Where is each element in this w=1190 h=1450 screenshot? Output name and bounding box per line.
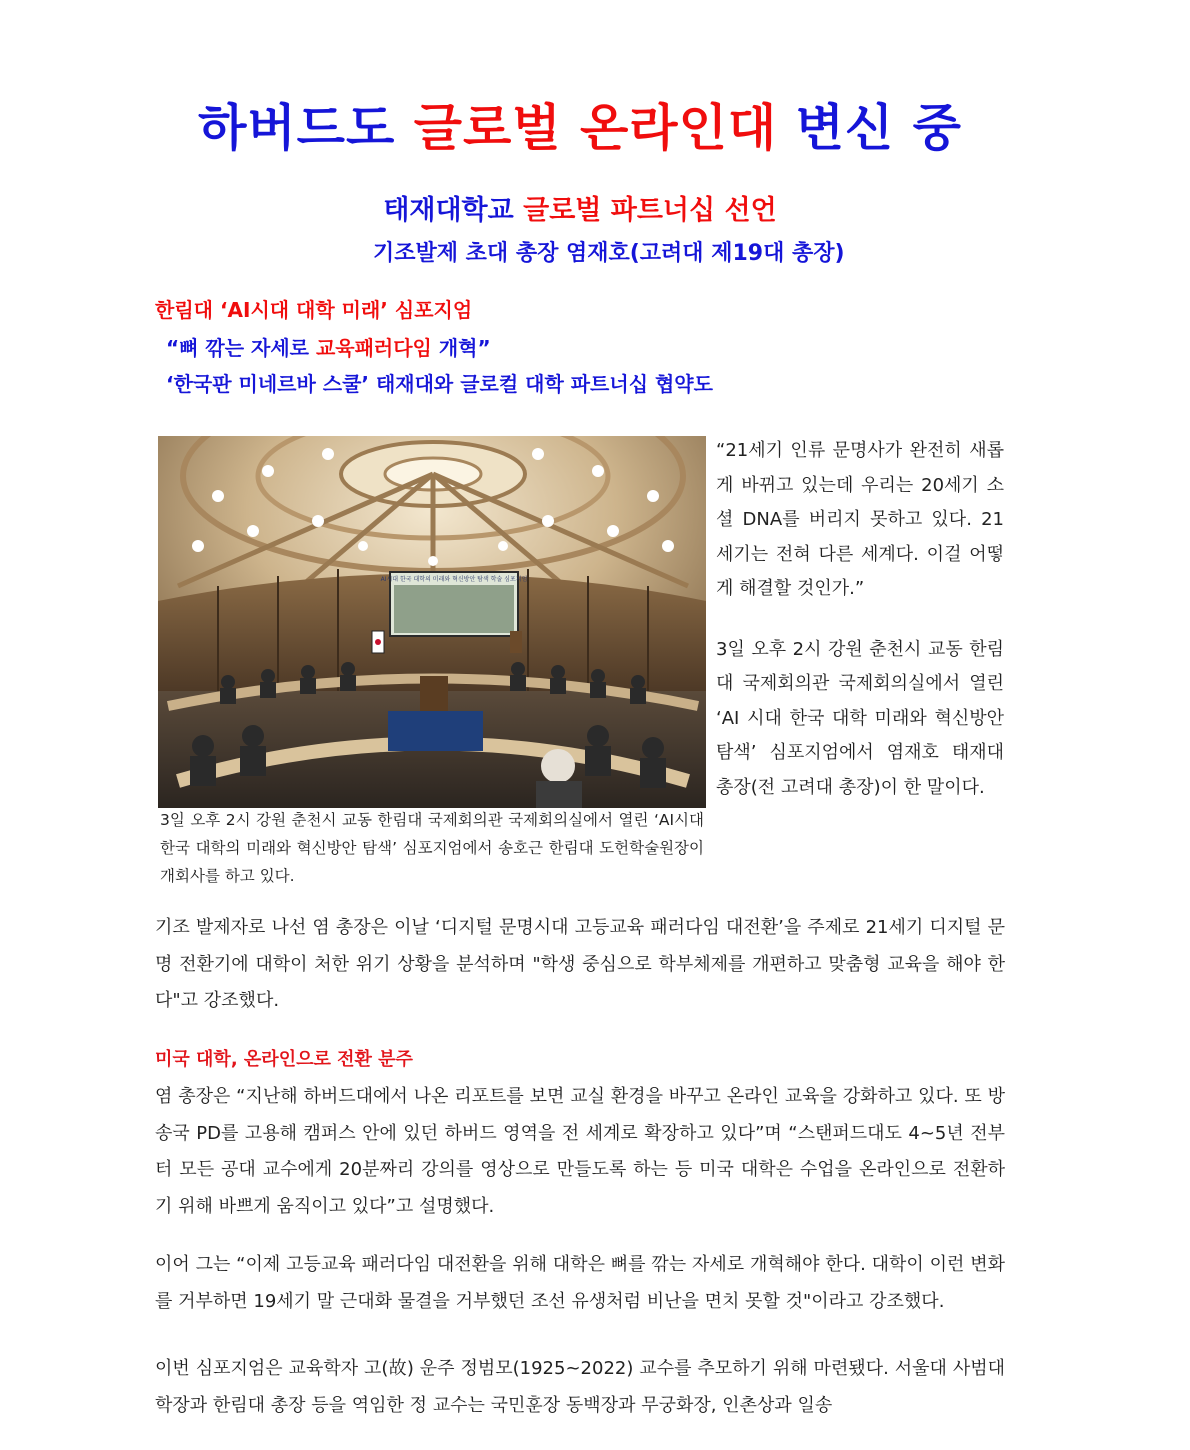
headline-2-c: 개혁”	[431, 336, 491, 360]
screen-caption: AI시대 한국 대학의 미래와 혁신방안 탐색 학술 심포지엄	[380, 576, 528, 583]
photo-caption: 3일 오후 2시 강원 춘천시 교동 한림대 국제회의관 국제회의실에서 열린 ‘AI시대 한국 대학의 미래와 혁신방안 탐색’ 심포지엄에서 송호근 한림대 도헌학술원장이 개회사를 하고 있다.	[160, 811, 704, 885]
headline-3: ‘한국판 미네르바 스쿨’ 태재대와 글로컬 대학 파트너십 협약도	[166, 372, 713, 396]
body-paragraph-3: 이어 그는 “이제 고등교육 패러다임 대전환을 위해 대학은 뼈를 깎는 자세로 개혁해야 한다. 대학이 이런 변화를 거부하면 19세기 말 근대화 물결을 거부했던 조선 유생처럼 비난을 면치 못할 것"이라고 강조했다.	[155, 1254, 1005, 1312]
quote-column	[716, 434, 1004, 805]
headline-2-a: “뼈 깎는 자세로	[166, 336, 316, 360]
headline-2-b: 교육패러다임	[315, 336, 432, 360]
conference-room-illustration	[158, 436, 706, 808]
headline-2	[166, 332, 491, 361]
quote-paragraph: “21세기 인류 문명사가 완전히 새롭게 바뀌고 있는데 우리는 20세기 소셜 DNA를 버리지 못하고 있다. 21세기는 전혀 다른 세계다. 이걸 어떻게 해결할 것인가.”	[716, 440, 1004, 599]
subtitle	[0, 188, 1160, 227]
headline-1-a: 한림대	[155, 298, 213, 322]
conference-photo	[158, 436, 706, 808]
keynote-line: 기조발제 초대 총장 염재호(고려대 제19대 총장)	[373, 241, 845, 266]
body-paragraph-2: 염 총장은 “지난해 하버드대에서 나온 리포트를 보면 교실 환경을 바꾸고 온라인 교육을 강화하고 있다. 또 방송국 PD를 고용해 캠퍼스 안에 있던 하버드 영역을 전 세계로 확장하고 있다”며 “스탠퍼드대도 4~5년 전부터 모든 공대 교수에게 20분짜리 강의를 영상으로 만들도록 하는 등 미국 대학은 수업을 온라인으로 전환하기 위해 바쁘게 움직이고 있다”고 설명했다.	[155, 1086, 1005, 1217]
headline-1	[155, 294, 472, 323]
title-part-3: 변신 중	[777, 99, 962, 157]
headline-1-c: 심포지엄	[394, 298, 473, 322]
title-part-1: 하버드도	[198, 99, 414, 157]
subtitle-part-2: 글로벌 파트너십 선언	[523, 195, 777, 226]
main-title	[0, 88, 1160, 160]
body-paragraph-1: 기조 발제자로 나선 염 총장은 이날 ‘디지털 문명시대 고등교육 패러다임 대전환’을 주제로 21세기 디지털 문명 전환기에 대학이 처한 위기 상황을 분석하며 "학생 중심으로 학부체제를 개편하고 맞춤형 교육을 해야 한다"고 강조했다.	[155, 917, 1005, 1011]
body-paragraph-4: 이번 심포지엄은 교육학자 고(故) 운주 정범모(1925~2022) 교수를 추모하기 위해 마련됐다. 서울대 사범대학장과 한림대 총장 등을 역임한 정 교수는 국민훈장 동백장과 무궁화장, 인촌상과 일송	[155, 1358, 1005, 1416]
title-part-2: 글로벌 온라인대	[413, 99, 778, 157]
quote-context-paragraph: 3일 오후 2시 강원 춘천시 교동 한림대 국제회의관 국제회의실에서 열린 ‘AI 시대 한국 대학 미래와 혁신방안 탐색’ 심포지엄에서 염재호 태재대 총장(전 고려대 총장)이 한 말이다.	[716, 638, 1004, 798]
section-title: 미국 대학, 온라인으로 전환 분주	[155, 1049, 413, 1070]
headline-1-b: ‘AI시대 대학 미래’	[219, 298, 388, 322]
subtitle-part-1: 태재대학교	[383, 195, 524, 226]
